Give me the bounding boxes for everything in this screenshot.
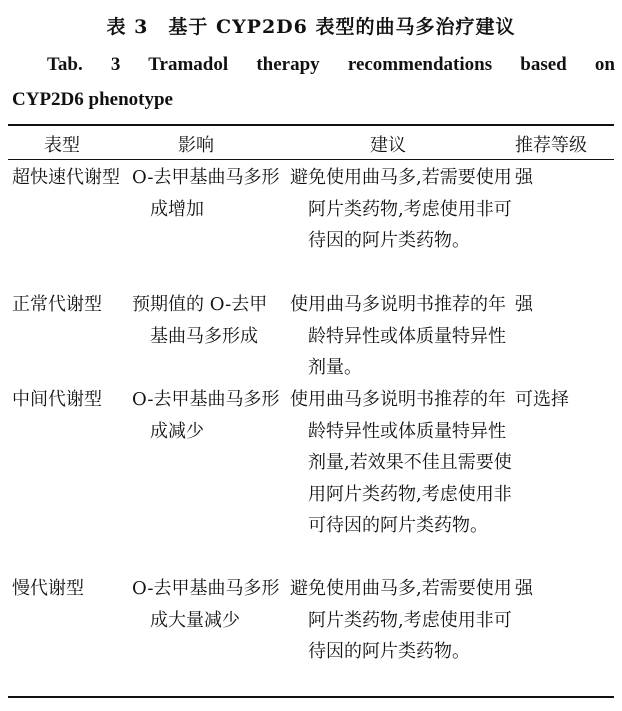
- row-2-phenotype: 正常代谢型: [12, 294, 102, 315]
- row-4-effect: O-去甲基曲马多形成大量减少: [132, 578, 280, 631]
- row-1-effect: O-去甲基曲马多形成增加: [132, 167, 280, 220]
- row-1-phenotype: 超快速代谢型: [12, 167, 120, 188]
- header-grade: 推荐等级: [515, 135, 587, 156]
- table-bottom-rule: [8, 696, 614, 698]
- row-3-phenotype: 中间代谢型: [12, 389, 102, 410]
- table-top-rule: [8, 124, 614, 126]
- table-title-chinese: 表 3 基于 CYP2D6 表型的曲马多治疗建议: [106, 16, 516, 38]
- row-3-effect: O-去甲基曲马多形成减少: [132, 389, 280, 442]
- row-2-recommendation: 使用曲马多说明书推荐的年龄特异性或体质量特异性剂量。: [290, 294, 506, 379]
- table-title-english-continued: CYP2D6 phenotype: [12, 89, 173, 110]
- row-3-grade: 可选择: [515, 389, 569, 410]
- row-2-effect: 预期值的 O-去甲基曲马多形成: [132, 294, 268, 347]
- header-phenotype: 表型: [44, 135, 80, 156]
- row-4-recommendation: 避免使用曲马多,若需要使用阿片类药物,考虑使用非可待因的阿片类药物。: [290, 578, 512, 663]
- row-4-phenotype: 慢代谢型: [12, 578, 84, 599]
- row-1-grade: 强: [515, 167, 533, 188]
- header-effect: 影响: [178, 135, 214, 156]
- table-title-english: Tab. 3 Tramadol therapy recommendations based on: [47, 54, 615, 75]
- table-header-rule: [8, 159, 614, 160]
- row-2-grade: 强: [515, 294, 533, 315]
- row-3-recommendation: 使用曲马多说明书推荐的年龄特异性或体质量特异性剂量,若效果不佳且需要使用阿片类药物,考虑使用非可待因的阿片类药物。: [290, 389, 512, 537]
- row-1-recommendation: 避免使用曲马多,若需要使用阿片类药物,考虑使用非可待因的阿片类药物。: [290, 167, 512, 252]
- row-4-grade: 强: [515, 578, 533, 599]
- header-recommendation: 建议: [370, 135, 406, 156]
